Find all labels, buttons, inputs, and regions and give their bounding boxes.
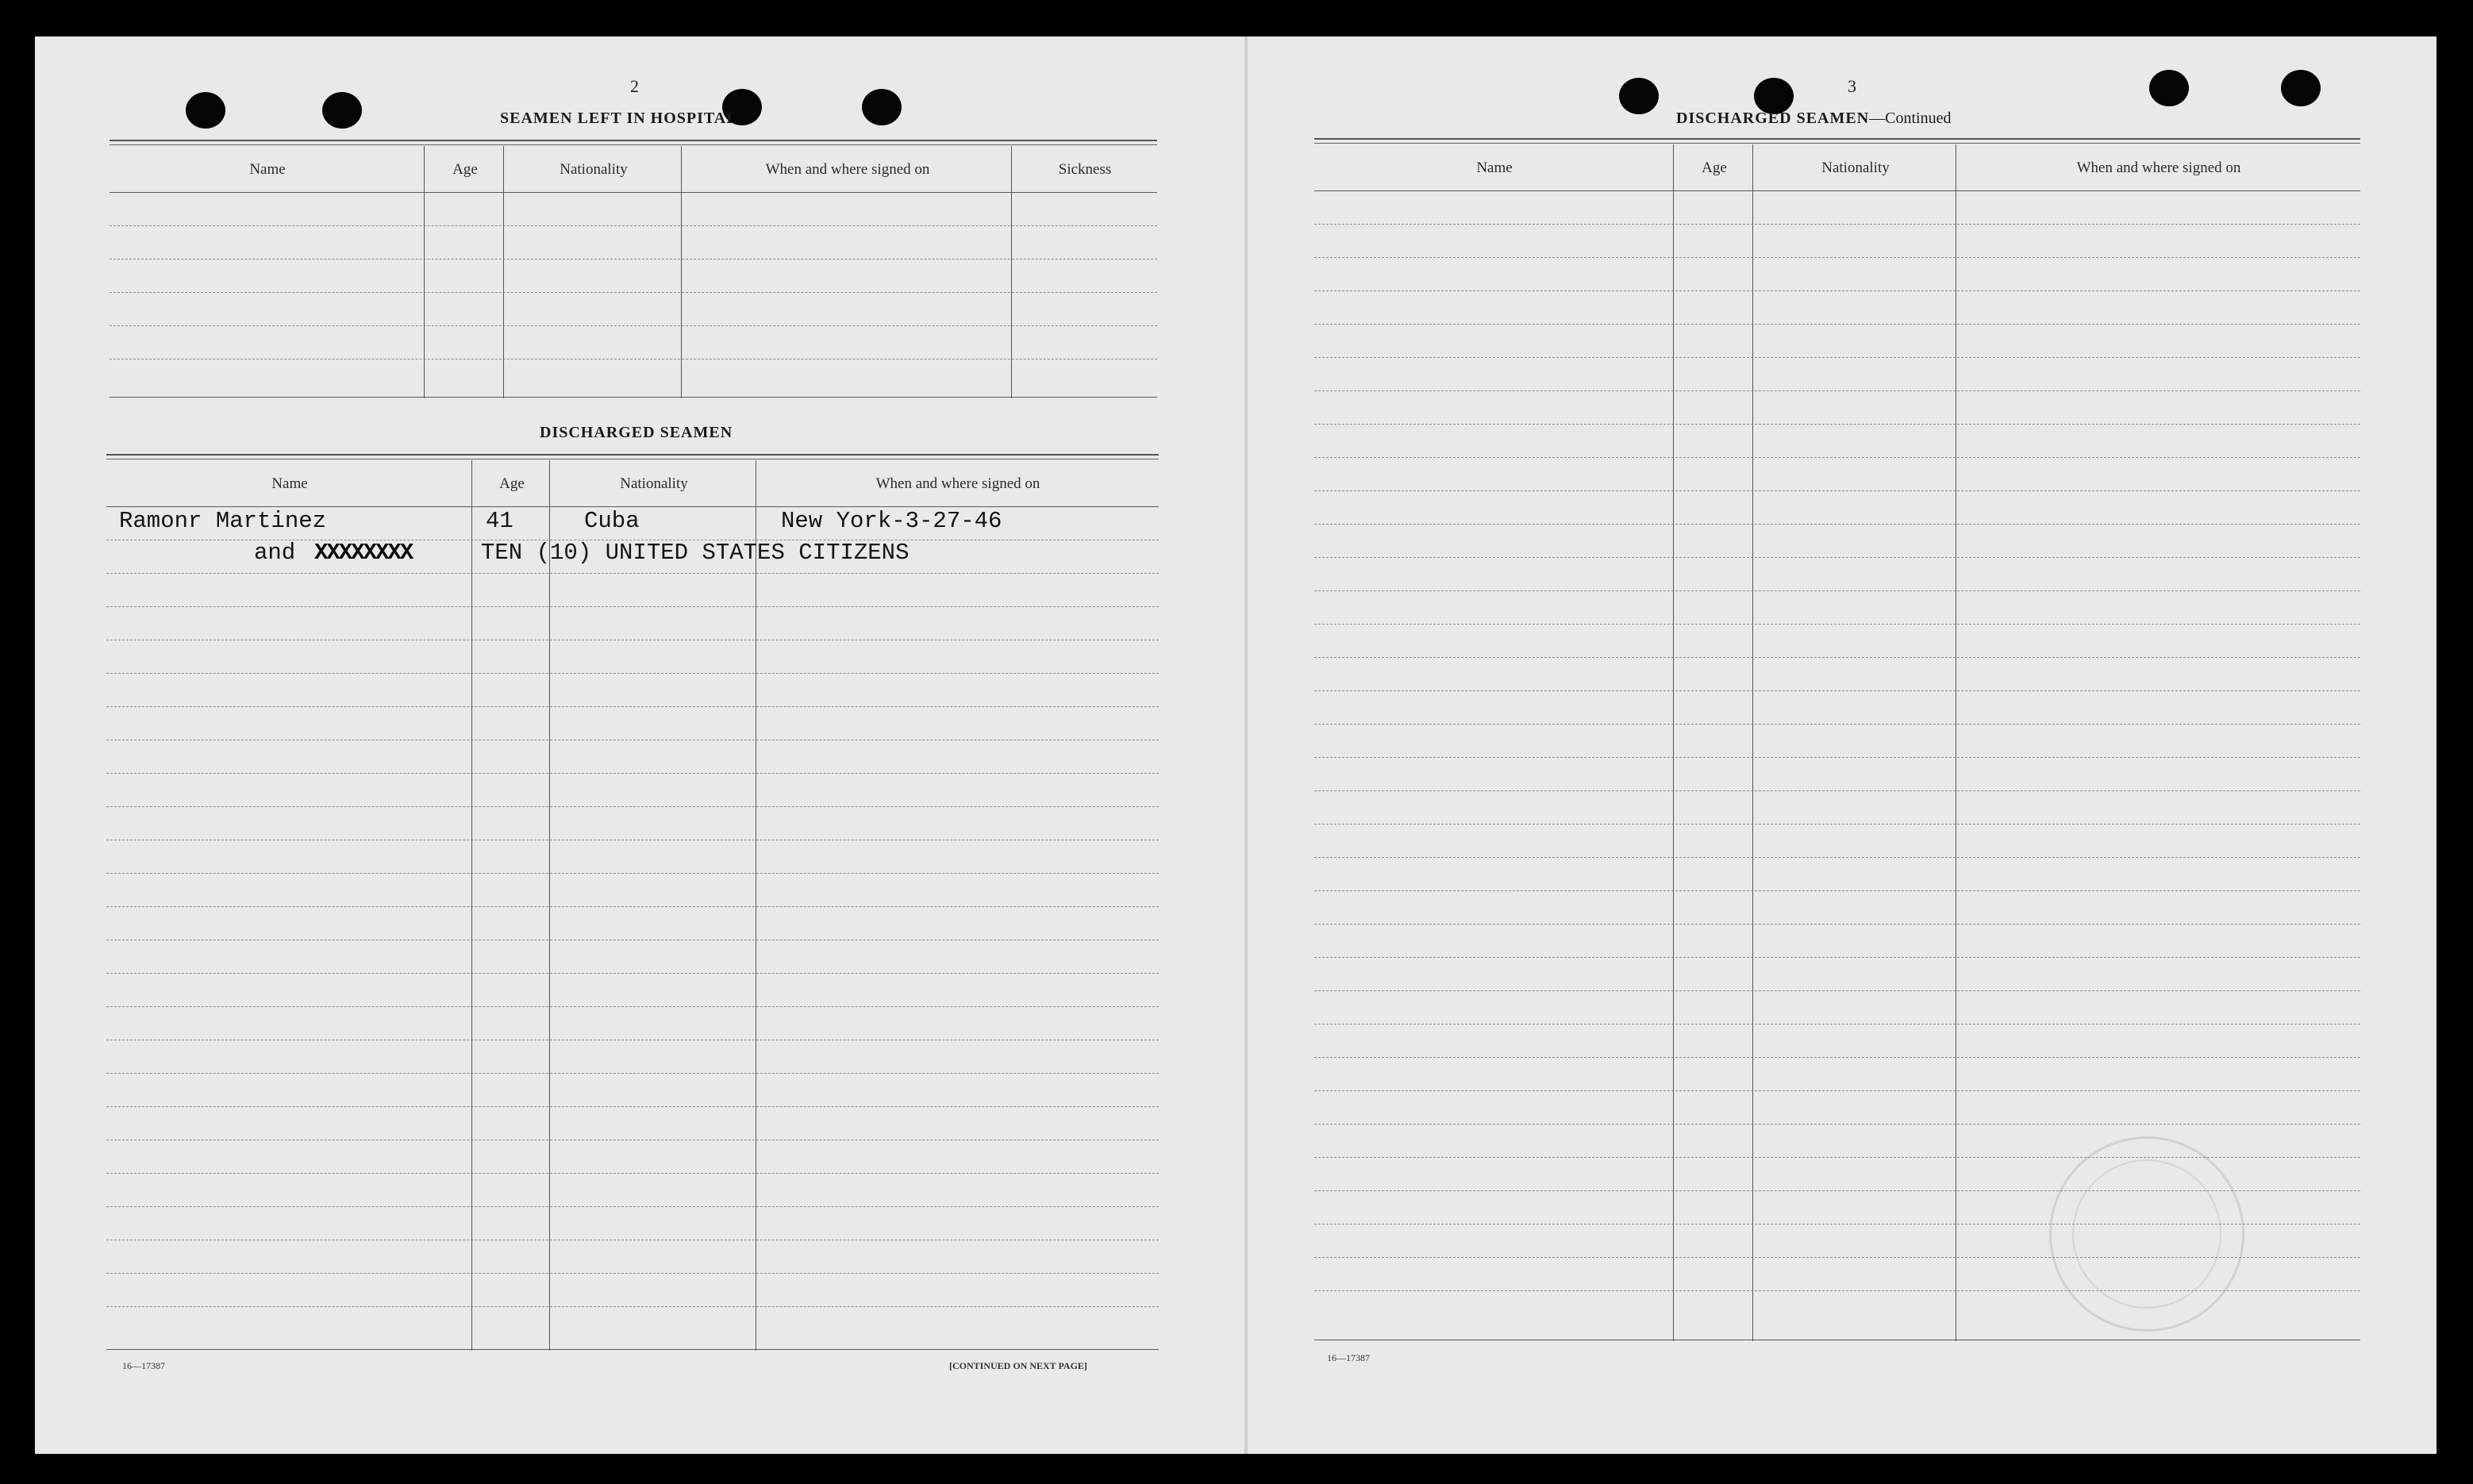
column-header-name: Name (1476, 160, 1513, 176)
hospital-section-title: SEAMEN LEFT IN HOSPITAL (500, 110, 738, 127)
redacted-text: XXXXXXXX (314, 540, 413, 566)
column-header-signed-on: When and where signed on (765, 161, 930, 178)
faded-stamp (2049, 1136, 2244, 1332)
punch-hole (322, 92, 362, 129)
punch-hole (2149, 70, 2189, 106)
hospital-header-row (110, 148, 1157, 192)
seaman-age: 41 (486, 508, 513, 534)
column-header-age: Age (499, 475, 525, 492)
discharged-table (106, 451, 1159, 1352)
column-header-nationality: Nationality (620, 475, 688, 492)
punch-hole (862, 89, 902, 125)
note-prefix: and (254, 540, 296, 566)
discharged-header-row (106, 462, 1159, 506)
column-header-signed-on: When and where signed on (2076, 160, 2241, 176)
continued-note: [CONTINUED ON NEXT PAGE] (949, 1360, 1087, 1371)
right-section-title-main: DISCHARGED SEAMEN (1676, 110, 1870, 127)
column-header-sickness: Sickness (1058, 161, 1112, 178)
hospital-table (110, 136, 1157, 403)
punch-hole (186, 92, 225, 129)
page-number: 2 (630, 76, 639, 96)
form-number: 16—17387 (122, 1360, 165, 1371)
citizens-note: TEN (10) UNITED STATES CITIZENS (481, 540, 910, 566)
continued-header-row (1314, 146, 2360, 190)
column-header-name: Name (249, 161, 286, 178)
column-header-age: Age (452, 161, 478, 178)
form-number: 16—17387 (1327, 1352, 1370, 1363)
seaman-nationality: Cuba (584, 508, 640, 534)
right-section-title (1676, 110, 1952, 128)
column-header-name: Name (271, 475, 308, 492)
seaman-name: Ramonr Martinez (119, 508, 327, 534)
punch-hole (2281, 70, 2321, 106)
column-header-nationality: Nationality (1821, 160, 1890, 176)
discharged-section-title: DISCHARGED SEAMEN (540, 424, 733, 441)
page-number: 3 (1848, 76, 1856, 96)
column-header-nationality: Nationality (560, 161, 628, 178)
column-header-age: Age (1702, 160, 1727, 176)
column-header-signed-on: When and where signed on (875, 475, 1040, 492)
right-section-title-suffix: —Continued (1869, 110, 1952, 127)
seaman-signed-on: New York-3-27-46 (781, 508, 1002, 534)
punch-hole (1619, 78, 1659, 114)
